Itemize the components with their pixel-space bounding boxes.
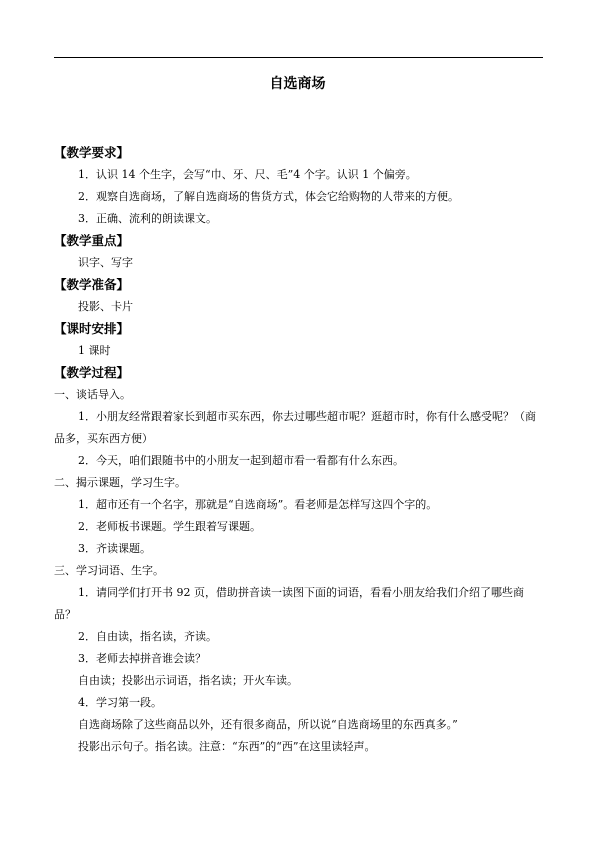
- heading-schedule: 【课时安排】: [54, 321, 130, 336]
- process-part-2-item-1: 1．超市还有一个名字，那就是“自选商场”。看老师是怎样写这四个字的。: [78, 498, 438, 511]
- process-part-2-item-3: 3．齐读课题。: [78, 542, 151, 555]
- header-rule: [54, 57, 543, 58]
- process-part-1-item-1: 1．小朋友经常跟着家长到超市买东西，你去过哪些超市呢？逛超市时，你有什么感受呢？（商品多，买东西方便）: [54, 410, 536, 445]
- schedule-text: 1 课时: [78, 344, 111, 357]
- process-part-3-item-4-detail-1: 自选商场除了这些商品以外，还有很多商品，所以说“自选商场里的东西真多。”: [78, 718, 458, 731]
- process-part-2-item-2: 2．老师板书课题。学生跟着写课题。: [78, 520, 261, 533]
- requirement-item-3: 3．正确、流利的朗读课文。: [78, 212, 217, 225]
- process-part-2-title: 二、揭示课题，学习生字。: [54, 476, 186, 489]
- heading-requirements: 【教学要求】: [54, 145, 130, 160]
- document-body: [54, 142, 543, 758]
- process-part-3-item-4-detail-2: 投影出示句子。指名读。注意：“东西”的“西”在这里读轻声。: [78, 740, 376, 753]
- preparation-text: 投影、卡片: [78, 300, 133, 313]
- requirement-item-2: 2．观察自选商场，了解自选商场的售货方式，体会它给购物的人带来的方便。: [78, 190, 459, 203]
- heading-focus: 【教学重点】: [54, 233, 130, 248]
- focus-text: 识字、写字: [78, 256, 133, 269]
- process-part-3-item-3: 3．老师去掉拼音谁会读？: [78, 652, 206, 665]
- requirement-item-1: 1．认识 14 个生字，会写“巾、牙、尺、毛”4 个字。认识 1 个偏旁。: [78, 168, 417, 181]
- process-part-3-item-2: 2．自由读，指名读，齐读。: [78, 630, 217, 643]
- process-part-3-item-3-detail: 自由读；投影出示词语，指名读；开火车读。: [78, 674, 298, 687]
- process-part-3-item-1: 1．请同学们打开书 92 页，借助拼音读一读图下面的词语，看看小朋友给我们介绍了哪些商品？: [54, 586, 524, 621]
- process-part-1-title: 一、谈话导入。: [54, 388, 131, 401]
- process-part-3-title: 三、学习词语、生字。: [54, 564, 164, 577]
- heading-process: 【教学过程】: [54, 365, 130, 380]
- process-part-1-item-2: 2．今天，咱们跟随书中的小朋友一起到超市看一看都有什么东西。: [78, 454, 404, 467]
- heading-preparation: 【教学准备】: [54, 277, 130, 292]
- document-title: 自选商场: [269, 76, 326, 92]
- process-part-3-item-4: 4．学习第一段。: [78, 696, 162, 709]
